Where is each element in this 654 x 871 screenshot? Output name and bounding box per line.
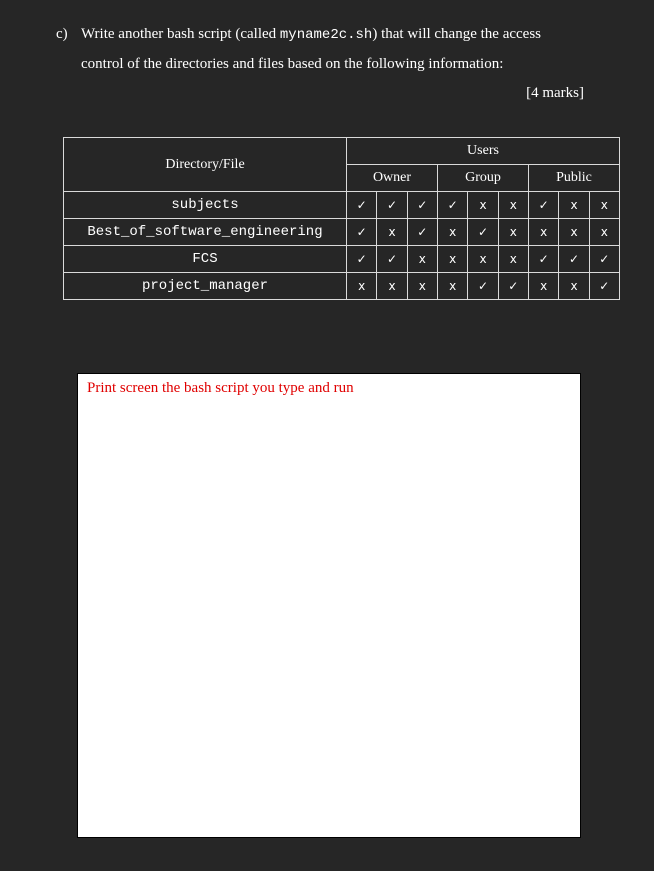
question-text-after: ) that will change the access <box>372 26 542 42</box>
perm-cell: x <box>529 219 559 246</box>
perm-cell: x <box>347 273 377 300</box>
perm-cell: x <box>438 219 468 246</box>
perm-cell: ✓ <box>407 192 437 219</box>
question-label: c) <box>56 26 68 42</box>
row-name: Best_of_software_engineering <box>64 219 347 246</box>
perm-cell: ✓ <box>559 246 589 273</box>
perm-cell: ✓ <box>377 192 407 219</box>
header-group: Group <box>438 165 529 192</box>
permissions-table <box>63 137 620 300</box>
perm-cell: ✓ <box>468 273 498 300</box>
perm-cell: x <box>498 246 528 273</box>
perm-cell: x <box>529 273 559 300</box>
perm-cell: ✓ <box>347 246 377 273</box>
perm-cell: x <box>407 246 437 273</box>
perm-cell: ✓ <box>438 192 468 219</box>
perm-cell: x <box>559 273 589 300</box>
row-name: subjects <box>64 192 347 219</box>
perm-cell: x <box>498 192 528 219</box>
row-name: project_manager <box>64 273 347 300</box>
perm-cell: x <box>559 192 589 219</box>
perm-cell: x <box>468 246 498 273</box>
perm-cell: x <box>377 219 407 246</box>
perm-cell: x <box>559 219 589 246</box>
perm-cell: ✓ <box>589 246 619 273</box>
question-text-before: Write another bash script (called <box>81 26 280 42</box>
perm-cell: ✓ <box>347 219 377 246</box>
answer-prompt: Print screen the bash script you type and run <box>87 380 354 396</box>
perm-cell: ✓ <box>347 192 377 219</box>
perm-cell: x <box>589 219 619 246</box>
header-directory-file: Directory/File <box>64 138 347 192</box>
perm-cell: x <box>468 192 498 219</box>
perm-cell: ✓ <box>377 246 407 273</box>
perm-cell: x <box>438 246 468 273</box>
script-name: myname2c.sh <box>279 27 373 43</box>
header-owner: Owner <box>347 165 438 192</box>
answer-box[interactable] <box>77 373 581 838</box>
perm-cell: ✓ <box>468 219 498 246</box>
marks-label: [4 marks] <box>526 85 584 101</box>
perm-cell: x <box>438 273 468 300</box>
header-public: Public <box>529 165 620 192</box>
question-line-2: control of the directories and files based on the following information: <box>81 56 504 72</box>
perm-cell: ✓ <box>589 273 619 300</box>
perm-cell: ✓ <box>498 273 528 300</box>
row-name: FCS <box>64 246 347 273</box>
perm-cell: x <box>589 192 619 219</box>
table-row <box>64 192 620 219</box>
table-row <box>64 246 620 273</box>
table-row <box>64 219 620 246</box>
header-users: Users <box>347 138 620 165</box>
perm-cell: ✓ <box>529 192 559 219</box>
question-line-1 <box>81 26 541 43</box>
perm-cell: ✓ <box>407 219 437 246</box>
perm-cell: x <box>498 219 528 246</box>
perm-cell: x <box>377 273 407 300</box>
perm-cell: x <box>407 273 437 300</box>
table-row <box>64 273 620 300</box>
perm-cell: ✓ <box>529 246 559 273</box>
